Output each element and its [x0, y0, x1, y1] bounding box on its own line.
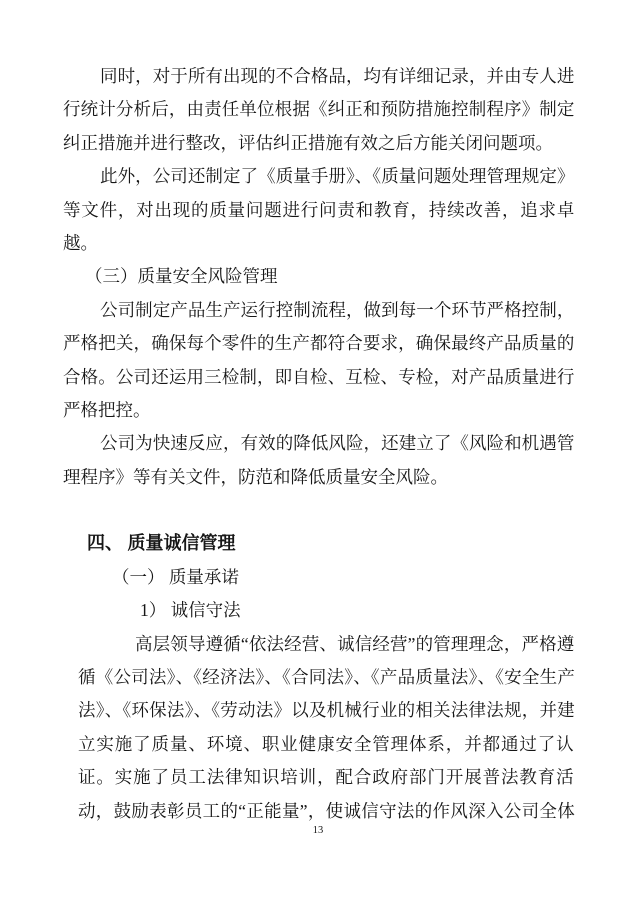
section-heading: [63, 527, 575, 560]
text-line: 公司为快速反应，有效的降低风险，还建立了《风险和机遇管: [100, 433, 575, 454]
text-line: 严格把关，确保每个零件的生产都符合要求，确保最终产品质量的: [63, 333, 575, 354]
blank-line: [63, 494, 575, 527]
section-heading: [63, 594, 575, 627]
text-line: 立实施了质量、环境、职业健康安全管理体系，并都通过了认: [78, 733, 575, 754]
text-line: 合格。公司还运用三检制，即自检、互检、专检，对产品质量进行: [63, 366, 575, 387]
text-line: 证。实施了员工法律知识培训，配合政府部门开展普法教育活: [78, 767, 575, 788]
text-line: 行统计分析后，由责任单位根据《纠正和预防措施控制程序》制定: [63, 99, 575, 120]
text-line: 法》、《环保法》、《劳动法》以及机械行业的相关法律法规，并建: [78, 700, 575, 721]
text-line: 1） 诚信守法: [140, 600, 241, 621]
text-line: 动，鼓励表彰员工的“正能量”，使诚信守法的作风深入公司全体: [78, 800, 576, 821]
paragraph: [63, 60, 575, 160]
paragraph: [63, 427, 575, 494]
section-heading: [63, 561, 575, 594]
page-number: 13: [312, 825, 324, 836]
paragraph: [63, 160, 575, 260]
text-line: （一） 质量承诺: [112, 566, 239, 587]
text-line: 同时，对于所有出现的不合格品，均有详细记录，并由专人进: [100, 66, 575, 86]
text-line: 公司制定产品生产运行控制流程，做到每一个环节严格控制，: [100, 299, 575, 320]
paragraph: [78, 628, 575, 828]
section-heading: [63, 260, 575, 293]
text-line: （三）质量安全风险管理: [85, 266, 278, 287]
text-line: 此外，公司还制定了《质量手册》、《质量问题处理管理规定》: [100, 166, 575, 187]
text-line: 纠正措施并进行整改，评估纠正措施有效之后方能关闭问题项。: [63, 132, 553, 153]
text-line: 循《公司法》、《经济法》、《合同法》、《产品质量法》、《安全生产: [78, 667, 576, 688]
text-line: 理程序》等有关文件，防范和降低质量安全风险。: [63, 466, 448, 487]
text-line: 四、 质量诚信管理: [87, 533, 236, 554]
page-content: [63, 60, 575, 828]
text-line: 等文件，对出现的质量问题进行问责和教育，持续改善，追求卓: [63, 199, 576, 220]
text-line: 严格把控。: [63, 399, 151, 420]
paragraph: [63, 294, 575, 428]
text-line: 高层领导遵循“依法经营、诚信经营”的管理理念，严格遵: [135, 633, 575, 654]
text-line: 越。: [63, 232, 98, 253]
